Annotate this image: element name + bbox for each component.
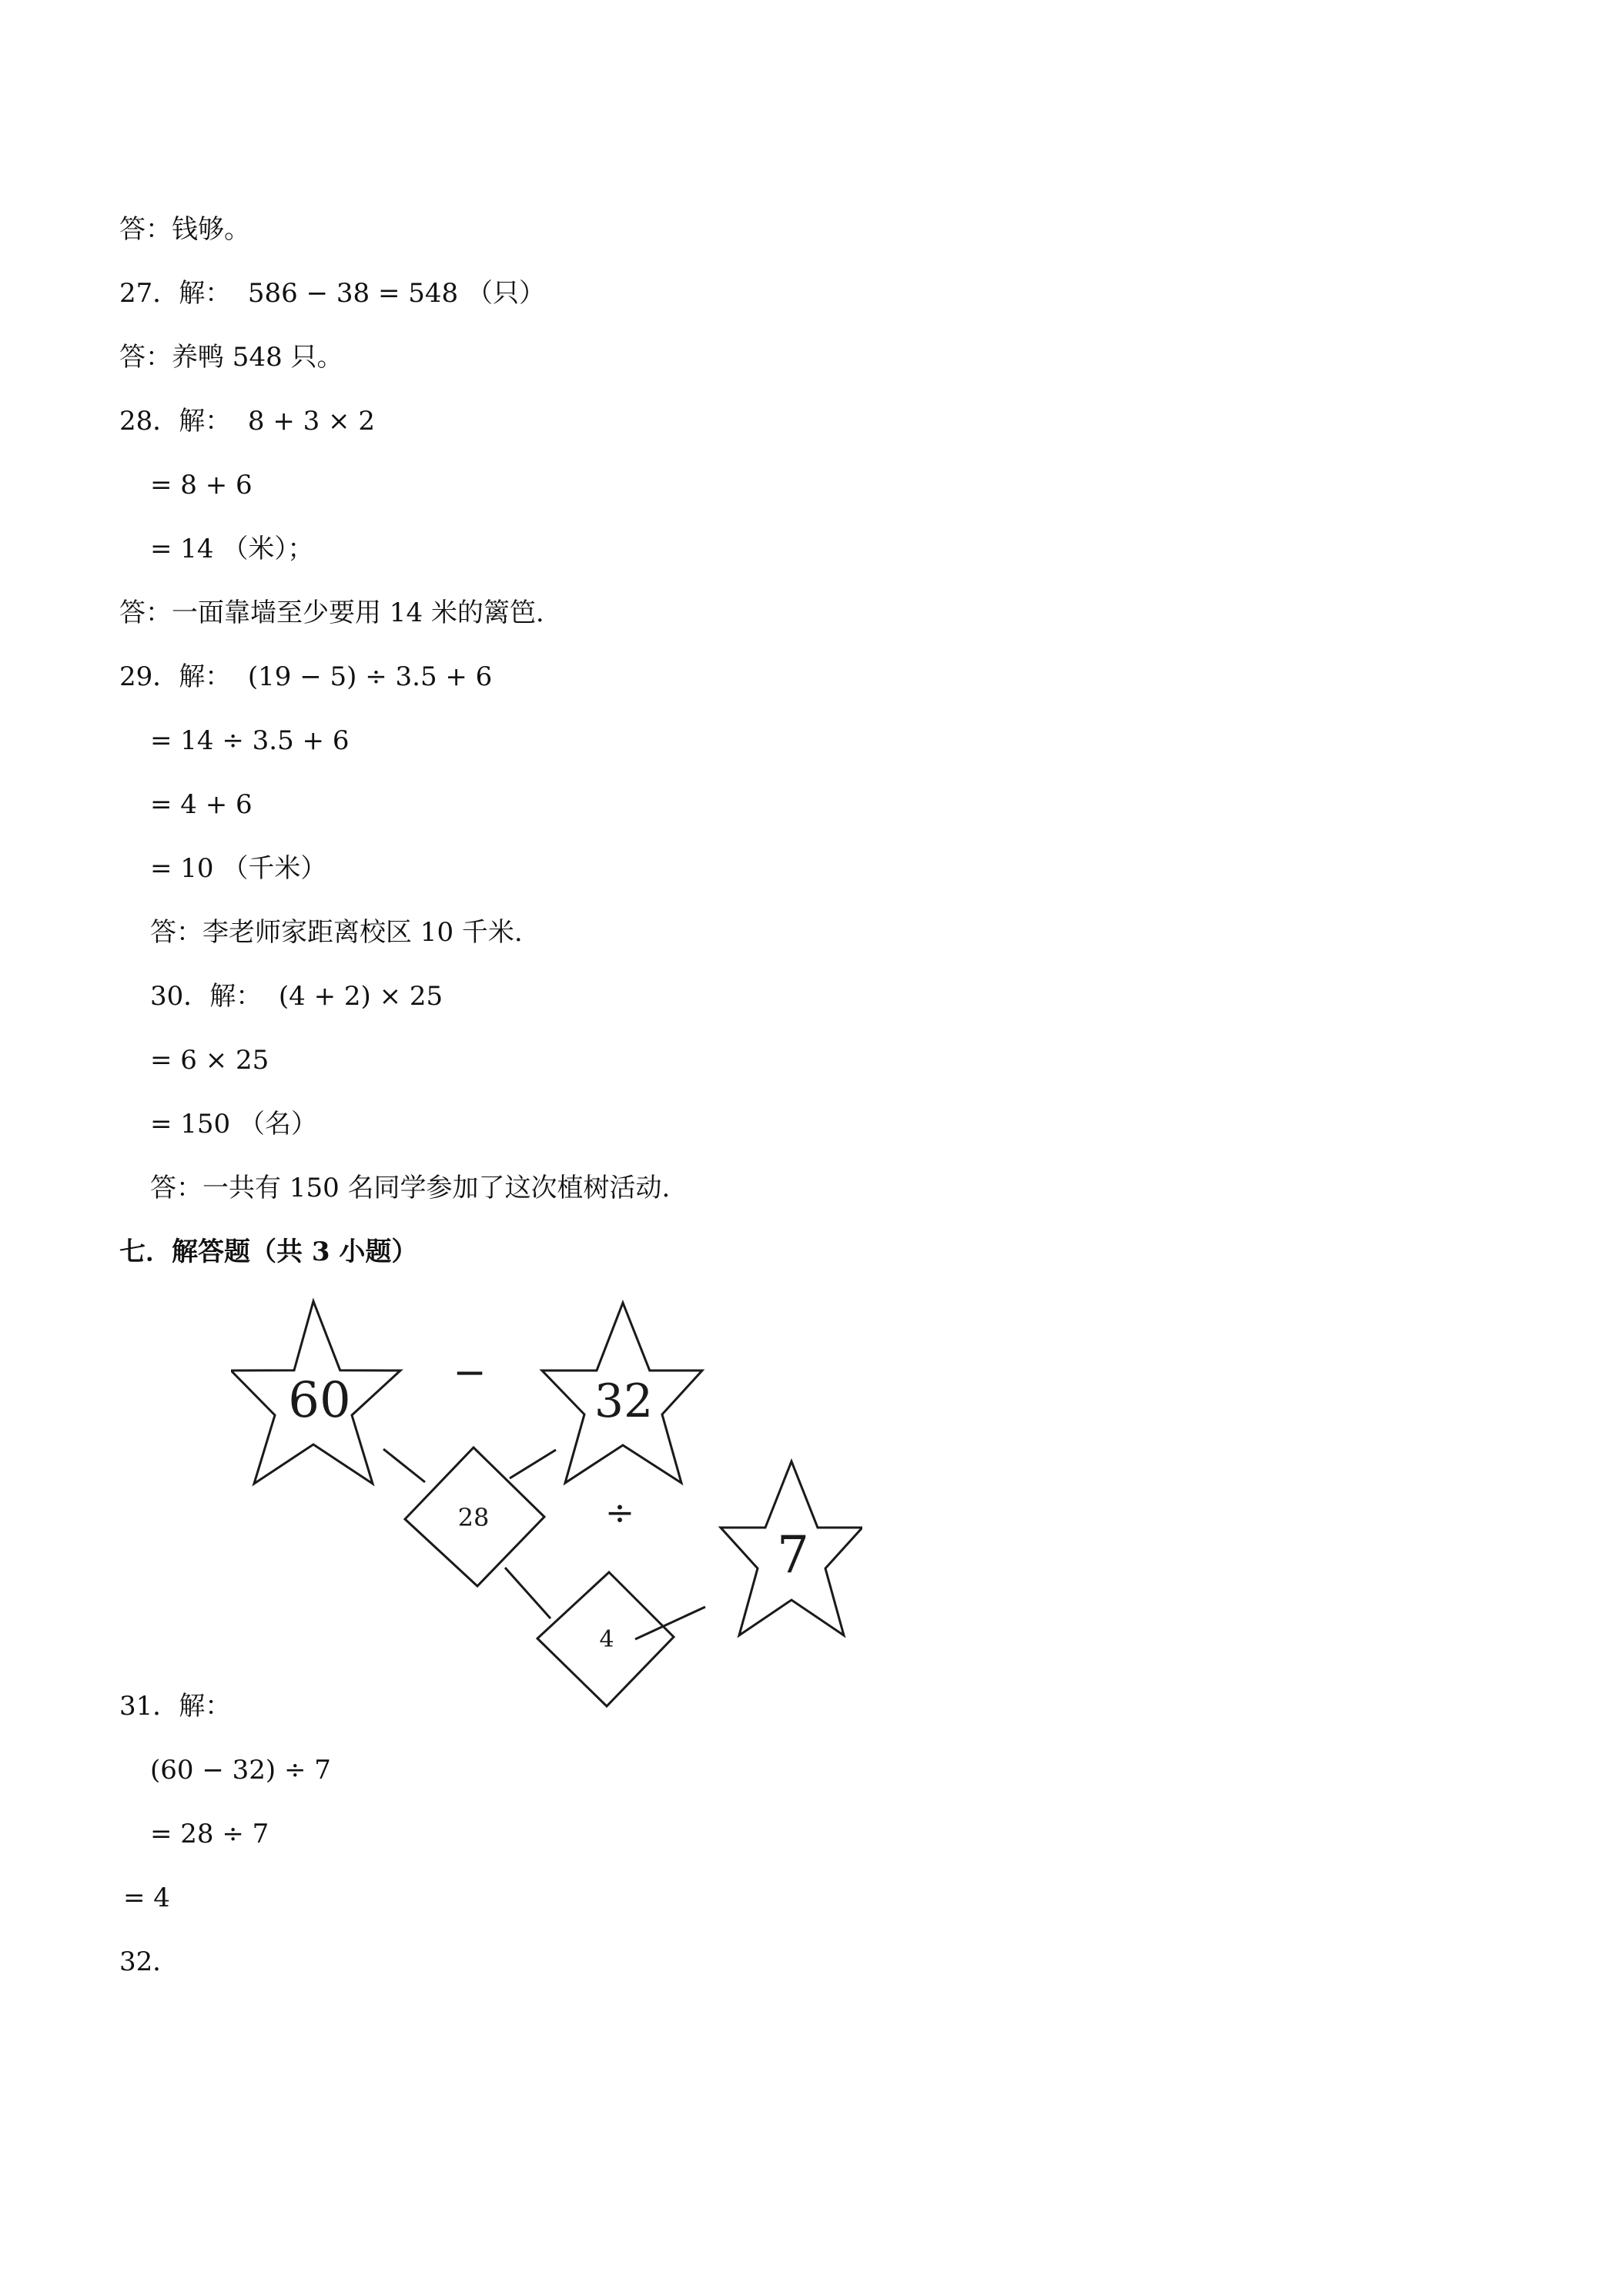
- q31-step-1: (60 − 32) ÷ 7: [150, 1755, 331, 1786]
- q28-solution: 28．解： 8 + 3 × 2: [119, 406, 375, 437]
- q30-solution: 30．解： (4 + 2) × 25: [150, 981, 443, 1012]
- q28-step-2: = 14 （米）；: [150, 534, 314, 564]
- answer-money-enough: 答：钱够。: [119, 214, 250, 245]
- minus-operator: −: [453, 1350, 487, 1396]
- star-bottom: [721, 1461, 862, 1635]
- connector-line: [510, 1450, 556, 1478]
- connector-line: [505, 1568, 550, 1618]
- q30-answer: 答：一共有 150 名同学参加了这次植树活动.: [150, 1173, 671, 1203]
- q29-step-3: = 10 （千米）: [150, 853, 327, 884]
- q29-step-2: = 4 + 6: [150, 789, 253, 820]
- q29-answer: 答：李老师家距离校区 10 千米.: [150, 917, 523, 948]
- diamond-upper: [405, 1448, 544, 1586]
- star-diamond-diagram: [231, 1294, 862, 1740]
- q31-step-3: = 4: [123, 1883, 170, 1913]
- diamond-lower-value: 4: [599, 1626, 614, 1653]
- section-7-heading: 七．解答题（共 3 小题）: [119, 1237, 418, 1267]
- star-right-value: 32: [594, 1374, 654, 1428]
- q28-step-1: = 8 + 6: [150, 470, 253, 500]
- q27-solution: 27．解： 586 − 38 = 548 （只）: [119, 278, 545, 309]
- star-left: [231, 1301, 400, 1484]
- q29-solution: 29．解： (19 − 5) ÷ 3.5 + 6: [119, 661, 493, 692]
- star-right: [542, 1303, 702, 1483]
- connector-line: [383, 1449, 425, 1482]
- diamond-upper-value: 28: [457, 1503, 490, 1532]
- q31-step-2: = 28 ÷ 7: [150, 1819, 269, 1849]
- q30-step-1: = 6 × 25: [150, 1045, 269, 1076]
- q32-label: 32．: [119, 1946, 179, 1977]
- q28-answer: 答：一面靠墙至少要用 14 米的篱笆.: [119, 597, 544, 628]
- star-left-value: 60: [288, 1372, 351, 1429]
- diamond-lower: [537, 1572, 674, 1706]
- q29-step-1: = 14 ÷ 3.5 + 6: [150, 725, 350, 756]
- q30-step-2: = 150 （名）: [150, 1109, 317, 1140]
- q31-solution: 31．解：: [119, 1691, 232, 1722]
- q27-answer: 答：养鸭 548 只。: [119, 342, 343, 373]
- star-bottom-value: 7: [777, 1525, 809, 1585]
- divide-operator: ÷: [604, 1491, 635, 1533]
